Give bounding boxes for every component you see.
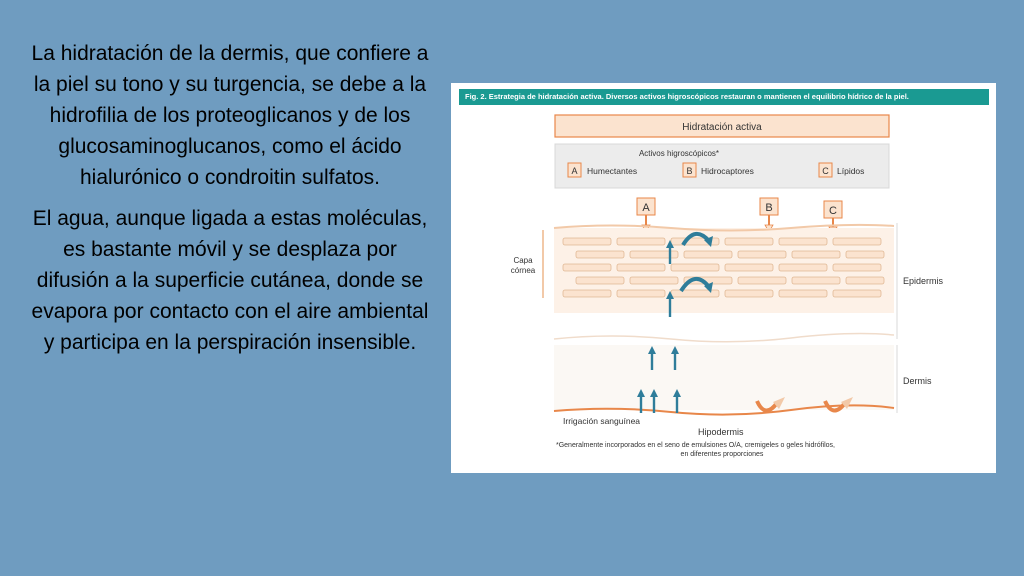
dermis-label: Dermis — [903, 376, 932, 386]
epidermis-label: Epidermis — [903, 276, 944, 286]
active-c-label: Lípidos — [837, 166, 865, 176]
figure-caption: Fig. 2. Estrategia de hidratación activa. Diversos activos higroscópicos restauran o mantienen el equilibrio hídrico de la piel. — [459, 89, 989, 105]
active-c-letter: C — [822, 166, 829, 176]
cornea-label: córnea — [510, 266, 536, 275]
footnote-line2: en diferentes proporciones — [680, 451, 764, 458]
active-a-letter: A — [571, 166, 578, 176]
actives-title: Activos higroscópicos* — [638, 149, 720, 158]
dermis-bg — [554, 345, 894, 410]
capa-label: Capa — [513, 256, 533, 265]
diagram-svg — [451, 83, 996, 473]
figure-hydration-diagram — [451, 83, 996, 473]
marker-c: C — [829, 205, 837, 217]
active-b-label: Hidrocaptores — [701, 166, 754, 176]
paragraph-dermis-hydration: La hidratación de la dermis, que confiere a la piel su tono y su turgencia, se debe a la hidrofilia de los proteoglicanos y de los glucosaminoglucanos, como el ácido hialurónico o condroitin sulfatos. — [31, 42, 429, 189]
text-column — [30, 38, 430, 368]
footnote-line1: *Generalmente incorporados en el seno de emulsiones O/A, cremigeles o geles hidrófilos, — [556, 442, 835, 449]
hipodermis-label: Hipodermis — [698, 427, 744, 437]
paragraph-water-diffusion: El agua, aunque ligada a estas moléculas, es bastante móvil y se desplaza por difusión a la superficie cutánea, donde se evapora por contacto con el aire ambiental y participa en la perspiración insensible. — [31, 207, 429, 354]
active-a-label: Humectantes — [587, 166, 638, 176]
title-text: Hidratación activa — [682, 122, 762, 133]
marker-a: A — [642, 202, 650, 214]
epidermis-dermis-border — [554, 334, 894, 342]
marker-b: B — [765, 202, 773, 214]
irrigacion-label: Irrigación sanguínea — [563, 416, 641, 426]
active-b-letter: B — [686, 166, 693, 176]
